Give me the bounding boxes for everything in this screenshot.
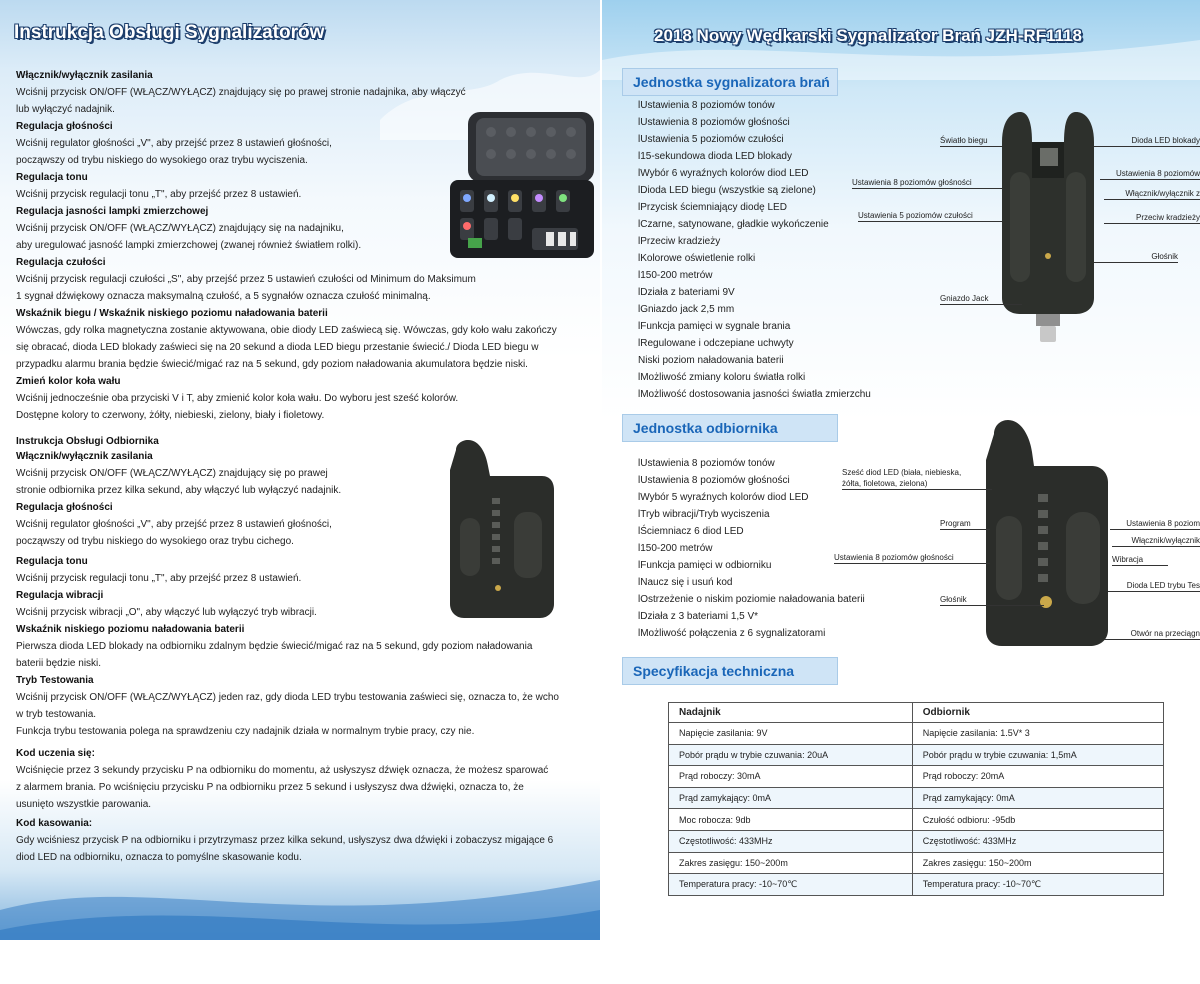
- callout-anti-theft: Przeciw kradzieży: [1104, 212, 1200, 224]
- spec-table-body: [669, 723, 1164, 896]
- spec-cell-transmitter: Prąd zamykający: 0mA: [669, 787, 913, 809]
- instruction-line: Wciśnij regulator głośności „V", aby przejść przez 8 ustawień głośności,: [16, 138, 332, 149]
- instruction-line: Wciśnij regulator głośności „V", aby przejść przez 8 ustawień głośności,: [16, 519, 332, 530]
- alarm-feature-item: lDziała z bateriami 9V: [638, 287, 735, 298]
- instruction-line: Wciśnij jednocześnie oba przyciski V i T, aby zmienić kolor koła wału. Do wyboru jest sześć kolorów.: [16, 393, 459, 404]
- spec-cell-receiver: Napięcie zasilania: 1.5V* 3: [912, 723, 1163, 745]
- instruction-heading: Wskaźnik niskiego poziomu naładowania baterii: [16, 624, 245, 635]
- alarm-feature-item: lGniazdo jack 2,5 mm: [638, 304, 735, 315]
- instructions-panel: [0, 0, 600, 940]
- callout-vibration: Wibracja: [1112, 554, 1168, 566]
- instruction-heading: Kod kasowania:: [16, 818, 93, 829]
- spec-row: [669, 852, 1164, 874]
- spec-cell-receiver: Zakres zasięgu: 150~200m: [912, 852, 1163, 874]
- callout-run-light: Światło biegu: [940, 135, 1002, 147]
- alarm-feature-item: lPrzeciw kradzieży: [638, 236, 721, 247]
- alarm-feature-item: lDioda LED biegu (wszystkie są zielone): [638, 185, 816, 196]
- spec-cell-receiver: Prąd roboczy: 20mA: [912, 766, 1163, 788]
- alarm-photo: [996, 112, 1100, 342]
- spec-row: [669, 874, 1164, 896]
- receiver-feature-item: lTryb wibracji/Tryb wyciszenia: [638, 509, 770, 520]
- spec-cell-receiver: Prąd zamykający: 0mA: [912, 787, 1163, 809]
- instruction-line: Funkcja trybu testowania polega na sprawdzeniu czy nadajnik działa w normalnym trybie pracy, czy nie.: [16, 726, 475, 737]
- alarm-feature-item: lMożliwość dostosowania jasności światła zmierzchu: [638, 389, 871, 400]
- spec-row: [669, 723, 1164, 745]
- callout-speaker-rx: Głośnik: [940, 594, 1044, 606]
- callout-program: Program: [940, 518, 990, 530]
- instruction-line: Wciśnij przycisk regulacji czułości „S", aby przejść przez 5 ustawień czułości od Minimum do Maksimum: [16, 274, 476, 285]
- spec-cell-receiver: Pobór prądu w trybie czuwania: 1,5mA: [912, 744, 1163, 766]
- alarm-feature-item: lKolorowe oświetlenie rolki: [638, 253, 756, 264]
- callout-switch-rx: Włącznik/wyłącznik: [1112, 535, 1200, 547]
- instruction-line: Wciśnij przycisk wibracji „O", aby włączyć lub wyłączyć tryb wibracji.: [16, 607, 317, 618]
- instruction-heading: Regulacja tonu: [16, 172, 88, 183]
- instruction-line: w tryb testowania.: [16, 709, 97, 720]
- instruction-line: Wciśnij przycisk ON/OFF (WŁĄCZ/WYŁĄCZ) znajdujący się po prawej stronie nadajnika, aby włączyć: [16, 87, 466, 98]
- spec-heading: Specyfikacja techniczna: [622, 657, 838, 685]
- callout-six-leds-2: żółta, fioletowa, zielona): [842, 478, 992, 490]
- spec-cell-receiver: Czułość odbioru: -95db: [912, 809, 1163, 831]
- instruction-line: baterii będzie niski.: [16, 658, 102, 669]
- instructions-title: Instrukcja Obsługi Sygnalizatorów: [14, 22, 325, 43]
- instruction-line: się obracać, dioda LED blokady zaświeci się na 20 sekund a dioda LED biegu przestanie świecić./ Dioda LED biegu w: [16, 342, 539, 353]
- receiver-feature-item: lWybór 5 wyraźnych kolorów diod LED: [638, 492, 809, 503]
- instruction-heading: Zmień kolor koła wału: [16, 376, 121, 387]
- alarm-feature-item: lFunkcja pamięci w sygnale brania: [638, 321, 791, 332]
- alarm-unit-heading: Jednostka sygnalizatora brań: [622, 68, 838, 96]
- spec-row: [669, 744, 1164, 766]
- spec-table: [668, 702, 1164, 896]
- instruction-line: Wciśnij przycisk regulacji tonu „T", aby przejść przez 8 ustawień.: [16, 573, 302, 584]
- instruction-heading: Regulacja czułości: [16, 257, 106, 268]
- instruction-line: stronie odbiornika przez kilka sekund, aby włączyć lub wyłączyć nadajnik.: [16, 485, 342, 496]
- instruction-line: począwszy od trybu niskiego do wysokiego oraz trybu wyciszenia.: [16, 155, 308, 166]
- instruction-heading: Włącznik/wyłącznik zasilania: [16, 70, 153, 81]
- spec-cell-transmitter: Moc robocza: 9db: [669, 809, 913, 831]
- alarm-feature-item: lWybór 6 wyraźnych kolorów diod LED: [638, 168, 809, 179]
- receiver-feature-item: l150-200 metrów: [638, 543, 713, 554]
- spec-header-receiver: Odbiornik: [912, 703, 1163, 723]
- spec-cell-transmitter: Napięcie zasilania: 9V: [669, 723, 913, 745]
- receiver-unit-heading: Jednostka odbiornika: [622, 414, 838, 442]
- receiver-feature-item: lOstrzeżenie o niskim poziomie naładowania baterii: [638, 594, 865, 605]
- instruction-line: począwszy od trybu niskiego do wysokiego oraz trybu cichego.: [16, 536, 294, 547]
- instruction-line: diod LED na odbiorniku, oznacza to pomyślne skasowanie kodu.: [16, 852, 302, 863]
- receiver-feature-item: lDziała z 3 bateriami 1,5 V*: [638, 611, 759, 622]
- alarm-feature-item: lMożliwość zmiany koloru światła rolki: [638, 372, 806, 383]
- spec-cell-transmitter: Prąd roboczy: 30mA: [669, 766, 913, 788]
- alarm-feature-item: lUstawienia 8 poziomów głośności: [638, 117, 790, 128]
- instruction-line: Wciśnij przycisk ON/OFF (WŁĄCZ/WYŁĄCZ) znajdujący się po prawej: [16, 468, 328, 479]
- spec-row: [669, 830, 1164, 852]
- instruction-line: aby uregulować jasność lampki zmierzchowej (zwanej również światłem rolki).: [16, 240, 362, 251]
- instruction-line: Wciśnięcie przez 3 sekundy przycisku P na odbiorniku do momentu, aż usłyszysz dźwięk oznacza, że możesz sparować: [16, 765, 549, 776]
- instruction-line: Wówczas, gdy rolka magnetyczna zostanie aktywowana, obie diody LED zaświecą się. Wówczas, gdy koło wału zakończy: [16, 325, 557, 336]
- callout-jack: Gniazdo Jack: [940, 293, 1022, 305]
- spec-row: [669, 809, 1164, 831]
- instruction-heading: Tryb Testowania: [16, 675, 94, 686]
- receiver-photo: [446, 440, 556, 618]
- carry-case-photo: [446, 110, 596, 262]
- spec-cell-transmitter: Częstotliwość: 433MHz: [669, 830, 913, 852]
- instruction-line: Dostępne kolory to czerwony, żółty, niebieski, zielony, biały i fioletowy.: [16, 410, 325, 421]
- receiver-large-photo: [980, 420, 1110, 646]
- instruction-heading: Regulacja jasności lampki zmierzchowej: [16, 206, 209, 217]
- instruction-line: przypadku alarmu brania będzie świecić/migać raz na 5 sekund, gdy poziom naładowania akumulatora będzie niski.: [16, 359, 528, 370]
- alarm-feature-item: lRegulowane i odczepiane uchwyty: [638, 338, 794, 349]
- callout-sensitivity: Ustawienia 5 poziomów czułości: [858, 210, 1002, 222]
- instruction-heading: Instrukcja Obsługi Odbiornika: [16, 436, 159, 447]
- callout-volume-rx: Ustawienia 8 poziomów głośności: [834, 552, 990, 564]
- alarm-feature-item: lUstawienia 5 poziomów czułości: [638, 134, 784, 145]
- spec-cell-receiver: Temperatura pracy: -10~70℃: [912, 874, 1163, 896]
- alarm-feature-item: lPrzycisk ściemniający diodę LED: [638, 202, 787, 213]
- instruction-line: usunięto wszystkie parowania.: [16, 799, 152, 810]
- spec-cell-transmitter: Zakres zasięgu: 150~200m: [669, 852, 913, 874]
- spec-cell-transmitter: Pobór prądu w trybie czuwania: 20uA: [669, 744, 913, 766]
- callout-8-levels-rx: Ustawienia 8 poziom: [1110, 518, 1200, 530]
- alarm-feature-item: lUstawienia 8 poziomów tonów: [638, 100, 775, 111]
- spec-cell-receiver: Częstotliwość: 433MHz: [912, 830, 1163, 852]
- product-title: 2018 Nowy Wędkarski Sygnalizator Brań JZH-RF1118: [654, 26, 1083, 45]
- callout-switch: Włącznik/wyłącznik z: [1104, 188, 1200, 200]
- callout-8-levels: Ustawienia 8 poziomów: [1100, 168, 1200, 180]
- spec-cell-transmitter: Temperatura pracy: -10~70℃: [669, 874, 913, 896]
- callout-lock-led: Dioda LED blokady: [1094, 135, 1200, 147]
- instruction-line: Pierwsza dioda LED blokady na odbiorniku zdalnym będzie świecić/migać raz na 5 sekund, gdy poziom naładowania: [16, 641, 533, 652]
- receiver-feature-item: lUstawienia 8 poziomów tonów: [638, 458, 775, 469]
- callout-speaker: Głośnik: [1094, 251, 1178, 263]
- instruction-line: Wciśnij przycisk regulacji tonu „T", aby przejść przez 8 ustawień.: [16, 189, 302, 200]
- spec-row: [669, 787, 1164, 809]
- callout-lanyard: Otwór na przeciągn: [1104, 628, 1200, 640]
- instruction-heading: Regulacja głośności: [16, 121, 113, 132]
- receiver-feature-item: lUstawienia 8 poziomów głośności: [638, 475, 790, 486]
- receiver-feature-item: lFunkcja pamięci w odbiorniku: [638, 560, 772, 571]
- instruction-heading: Regulacja wibracji: [16, 590, 104, 601]
- instruction-heading: Wskaźnik biegu / Wskaźnik niskiego poziomu naładowania baterii: [16, 308, 328, 319]
- spec-header-transmitter: Nadajnik: [669, 703, 913, 723]
- instruction-heading: Regulacja tonu: [16, 556, 88, 567]
- instruction-line: Gdy wciśniesz przycisk P na odbiorniku i przytrzymasz przez kilka sekund, usłyszysz dwa dźwięki i zobaczysz migające 6: [16, 835, 554, 846]
- instruction-heading: Kod uczenia się:: [16, 748, 95, 759]
- instruction-line: lub wyłączyć nadajnik.: [16, 104, 115, 115]
- receiver-feature-item: lŚciemniacz 6 diod LED: [638, 526, 744, 537]
- receiver-feature-item: lMożliwość połączenia z 6 sygnalizatorami: [638, 628, 826, 639]
- instruction-heading: Włącznik/wyłącznik zasilania: [16, 451, 153, 462]
- callout-test-led: Dioda LED trybu Tes: [1108, 580, 1200, 592]
- alarm-feature-item: l150-200 metrów: [638, 270, 713, 281]
- instruction-line: 1 sygnał dźwiękowy oznacza maksymalną czułość, a 5 sygnałów oznacza czułość minimalną.: [16, 291, 431, 302]
- callout-six-leds-1: Sześć diod LED (biała, niebieska,: [842, 468, 962, 477]
- spec-row: [669, 766, 1164, 788]
- alarm-feature-item: lCzarne, satynowane, gładkie wykończenie: [638, 219, 829, 230]
- receiver-feature-item: lNaucz się i usuń kod: [638, 577, 733, 588]
- alarm-feature-item: l15-sekundowa dioda LED blokady: [638, 151, 792, 162]
- alarm-feature-item: Niski poziom naładowania baterii: [638, 355, 784, 366]
- callout-volume: Ustawienia 8 poziomów głośności: [852, 177, 1002, 189]
- instruction-line: Wciśnij przycisk ON/OFF (WŁĄCZ/WYŁĄCZ) znajdujący się na nadajniku,: [16, 223, 344, 234]
- instruction-line: z alarmem brania. Po wciśnięciu przycisku P na odbiorniku przez 5 sekund i usłyszysz dwa dźwięki, oznacza to, że: [16, 782, 524, 793]
- instruction-heading: Regulacja głośności: [16, 502, 113, 513]
- instruction-line: Wciśnij przycisk ON/OFF (WŁĄCZ/WYŁĄCZ) jeden raz, gdy dioda LED trybu testowania zaświeci się, oznacza to, że wcho: [16, 692, 559, 703]
